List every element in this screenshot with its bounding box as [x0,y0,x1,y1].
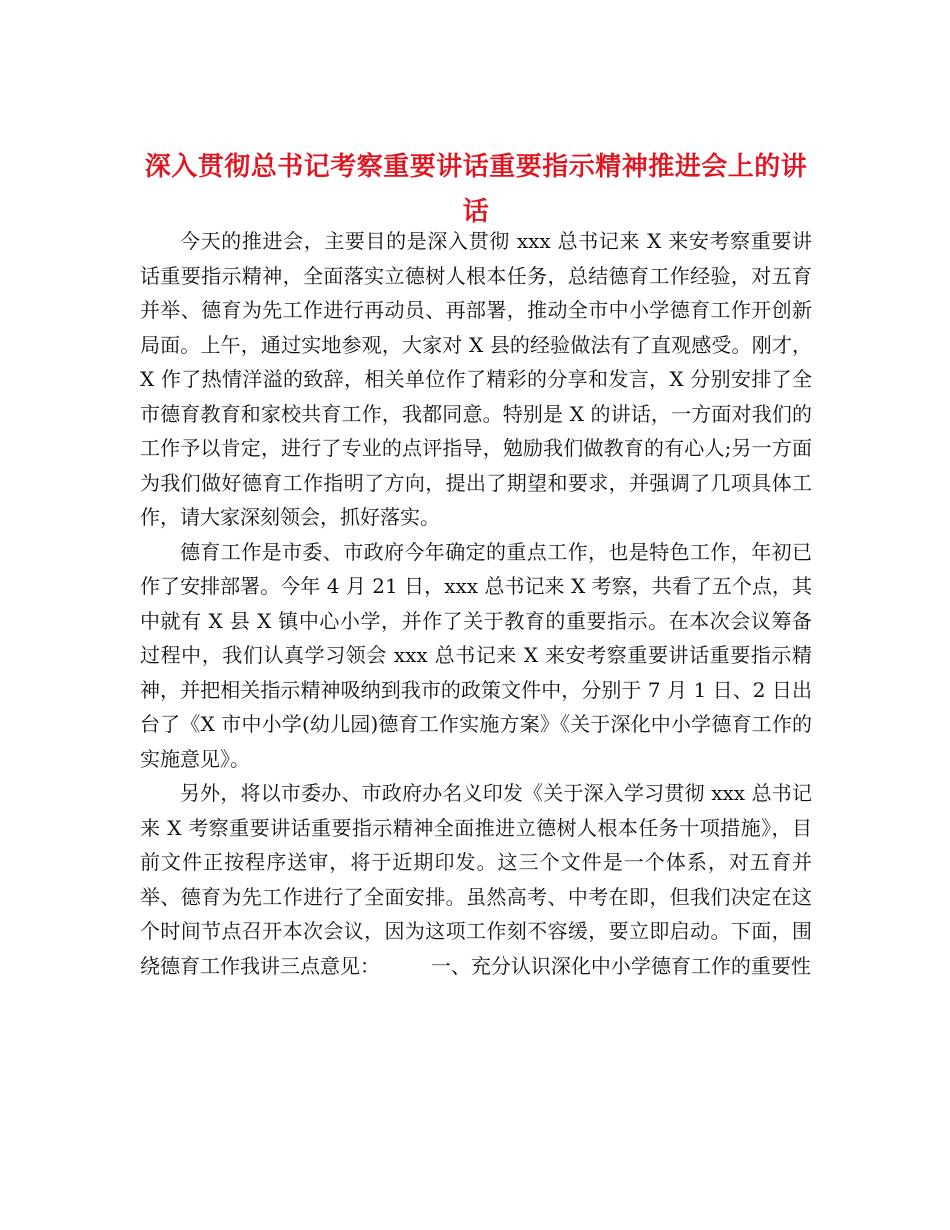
document-title: 深入贯彻总书记考察重要讲话重要指示精神推进会上的讲话 [144,152,808,228]
document-body [140,224,812,983]
paragraph: 另外，将以市委办、市政府办名义印发《关于深入学习贯彻 xxx 总书记来 X 考察重要讲话重要指示精神全面推进立德树人根本任务十项措施》，目前文件正按程序送审，将于近期印发。这三个文件是一个体系，对五育并举、德育为先工作进行了全面安排。虽然高考、中考在即，但我们决定在这个时间节点召开本次会议，因为这项工作刻不容缓，要立即启动。下面，围绕德育工作我讲三点意见： 一、充分认识深化中小学德育工作的重要性 [140,781,812,978]
paragraph: 今天的推进会，主要目的是深入贯彻 xxx 总书记来 X 来安考察重要讲话重要指示精神，全面落实立德树人根本任务，总结德育工作经验，对五育并举、德育为先工作进行再动员、再部署，推动全市中小学德育工作开创新局面。上午，通过实地参观，大家对 X 县的经验做法有了直观感受。刚才，X 作了热情洋溢的致辞，相关单位作了精彩的分享和发言，X 分别安排了全市德育教育和家校共育工作，我都同意。特别是 X 的讲话，一方面对我们的工作予以肯定，进行了专业的点评指导，勉励我们做教育的有心人;另一方面为我们做好德育工作指明了方向，提出了期望和要求，并强调了几项具体工作，请大家深刻领会，抓好落实。 [140,229,812,529]
paragraph: 德育工作是市委、市政府今年确定的重点工作，也是特色工作，年初已作了安排部署。今年 4 月 21 日，xxx 总书记来 X 考察，共看了五个点，其中就有 X 县 X 镇中心小学，并作了关于教育的重要指示。在本次会议筹备过程中，我们认真学习领会 xxx 总书记来 X 来安考察重要讲话重要指示精神，并把相关指示精神吸纳到我市的政策文件中，分别于 7 月 1 日、2 日出台了《X 市中小学(幼儿园)德育工作实施方案》《关于深化中小学德育工作的实施意见》。 [140,539,812,771]
